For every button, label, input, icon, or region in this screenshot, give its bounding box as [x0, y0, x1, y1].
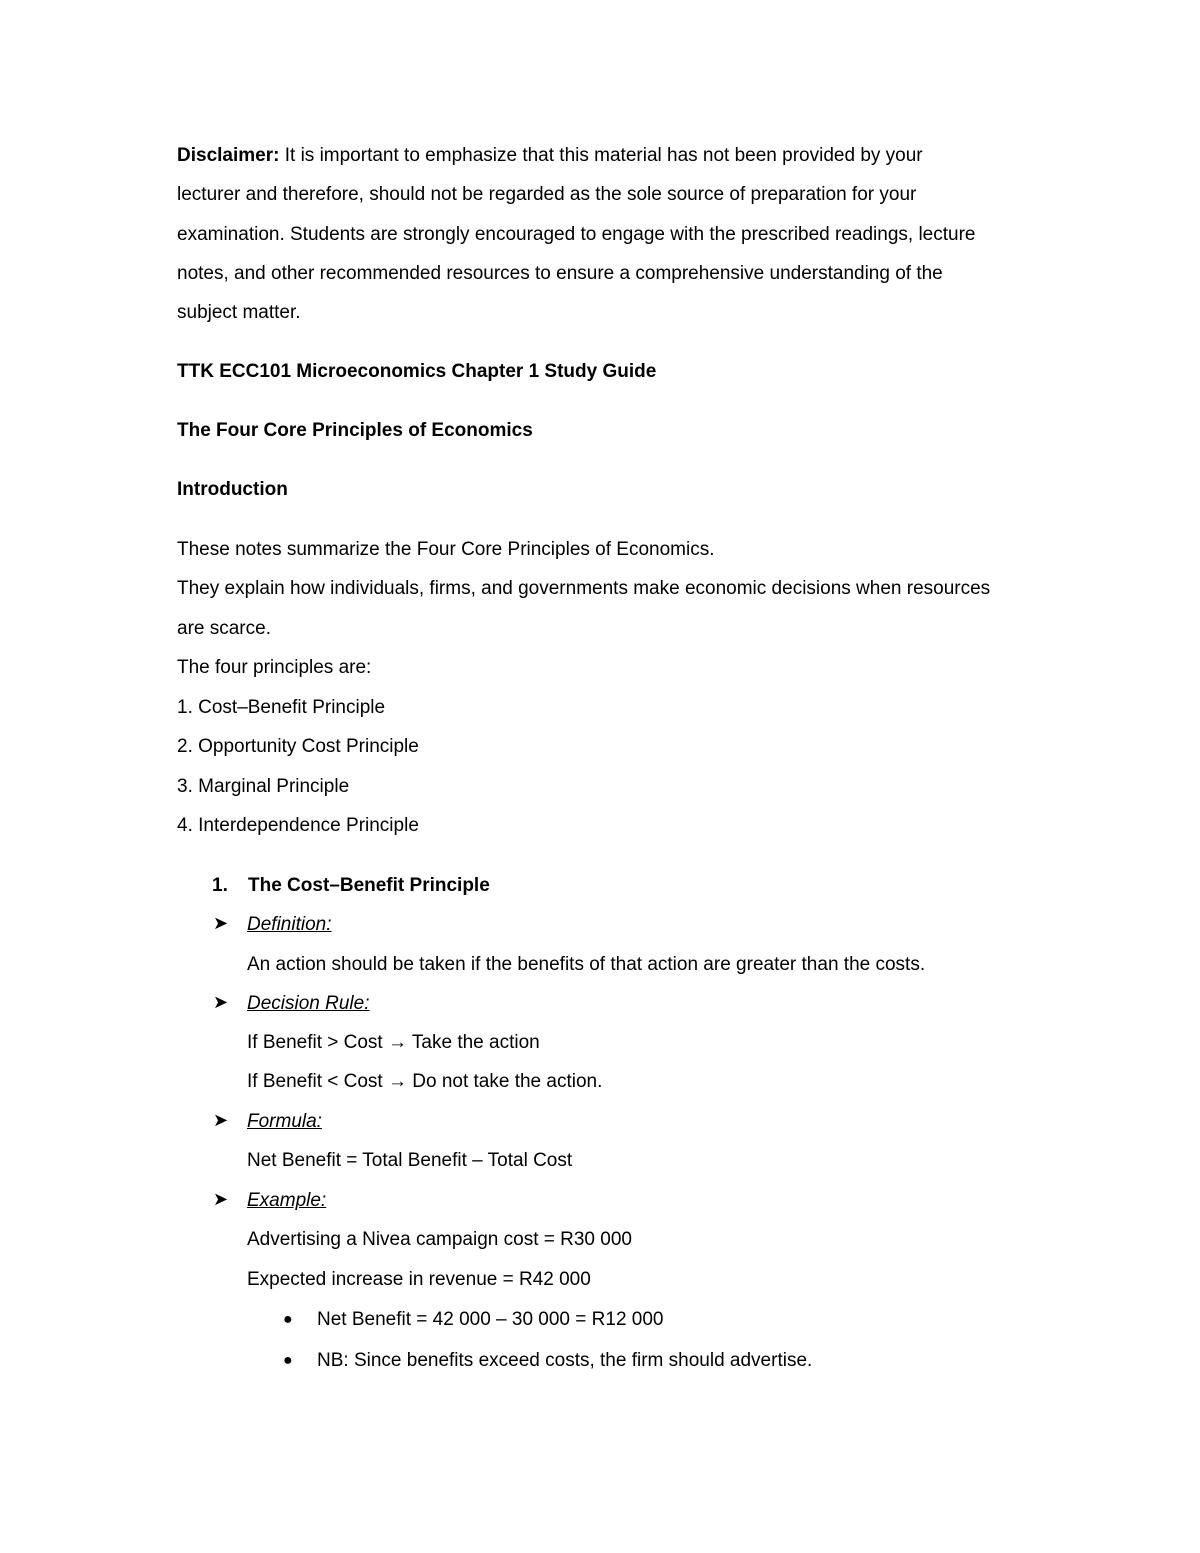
arrow-bullet-icon: ➤ [213, 1189, 229, 1209]
example-bullet-2: NB: Since benefits exceed costs, the firm should advertise. [317, 1350, 813, 1371]
disclaimer-line-4: notes, and other recommended resources to ensure a comprehensive understanding of the [177, 263, 943, 284]
formula-text: Net Benefit = Total Benefit – Total Cost [247, 1150, 573, 1171]
document-title: TTK ECC101 Microeconomics Chapter 1 Study Guide [177, 361, 657, 382]
intro-line-2: They explain how individuals, firms, and governments make economic decisions when resources [177, 578, 991, 599]
disclaimer-label: Disclaimer: [177, 145, 280, 166]
disclaimer-line-1 [177, 144, 923, 168]
arrow-bullet-icon: ➤ [213, 913, 229, 933]
principle-1-title: The Cost–Benefit Principle [248, 875, 490, 896]
decision-rule-label: Decision Rule: [247, 993, 370, 1014]
disclaimer-line-5: subject matter. [177, 302, 301, 323]
intro-line-3: are scarce. [177, 618, 271, 639]
intro-line-1: These notes summarize the Four Core Principles of Economics. [177, 539, 715, 560]
example-line-2: Expected increase in revenue = R42 000 [247, 1269, 591, 1290]
decision-rule-line-2: If Benefit < Cost → Do not take the action. [247, 1071, 603, 1092]
arrow-bullet-icon: ➤ [213, 1110, 229, 1130]
decision-rule-line-1: If Benefit > Cost → Take the action [247, 1032, 540, 1053]
definition-text: An action should be taken if the benefits of that action are greater than the costs. [247, 954, 926, 975]
bullet-dot-icon: ● [283, 1352, 293, 1369]
example-bullet-1: Net Benefit = 42 000 – 30 000 = R12 000 [317, 1309, 664, 1330]
principle-list-item-3: 3. Marginal Principle [177, 776, 350, 797]
section-title: The Four Core Principles of Economics [177, 420, 533, 441]
intro-heading: Introduction [177, 479, 288, 500]
bullet-dot-icon: ● [283, 1311, 293, 1328]
principle-1-heading [212, 874, 490, 898]
principle-list-item-1: 1. Cost–Benefit Principle [177, 697, 386, 718]
example-label: Example: [247, 1190, 327, 1211]
disclaimer-line-2: lecturer and therefore, should not be regarded as the sole source of preparation for your [177, 184, 917, 205]
principle-list-item-4: 4. Interdependence Principle [177, 815, 419, 836]
definition-label: Definition: [247, 914, 332, 935]
formula-label: Formula: [247, 1111, 322, 1132]
disclaimer-text-1: It is important to emphasize that this material has not been provided by your [279, 145, 923, 166]
intro-line-4: The four principles are: [177, 657, 372, 678]
example-line-1: Advertising a Nivea campaign cost = R30 000 [247, 1229, 632, 1250]
disclaimer-line-3: examination. Students are strongly encouraged to engage with the prescribed readings, lecture [177, 224, 976, 245]
principle-list-item-2: 2. Opportunity Cost Principle [177, 736, 419, 757]
principle-1-number: 1. [212, 875, 228, 896]
arrow-bullet-icon: ➤ [213, 992, 229, 1012]
